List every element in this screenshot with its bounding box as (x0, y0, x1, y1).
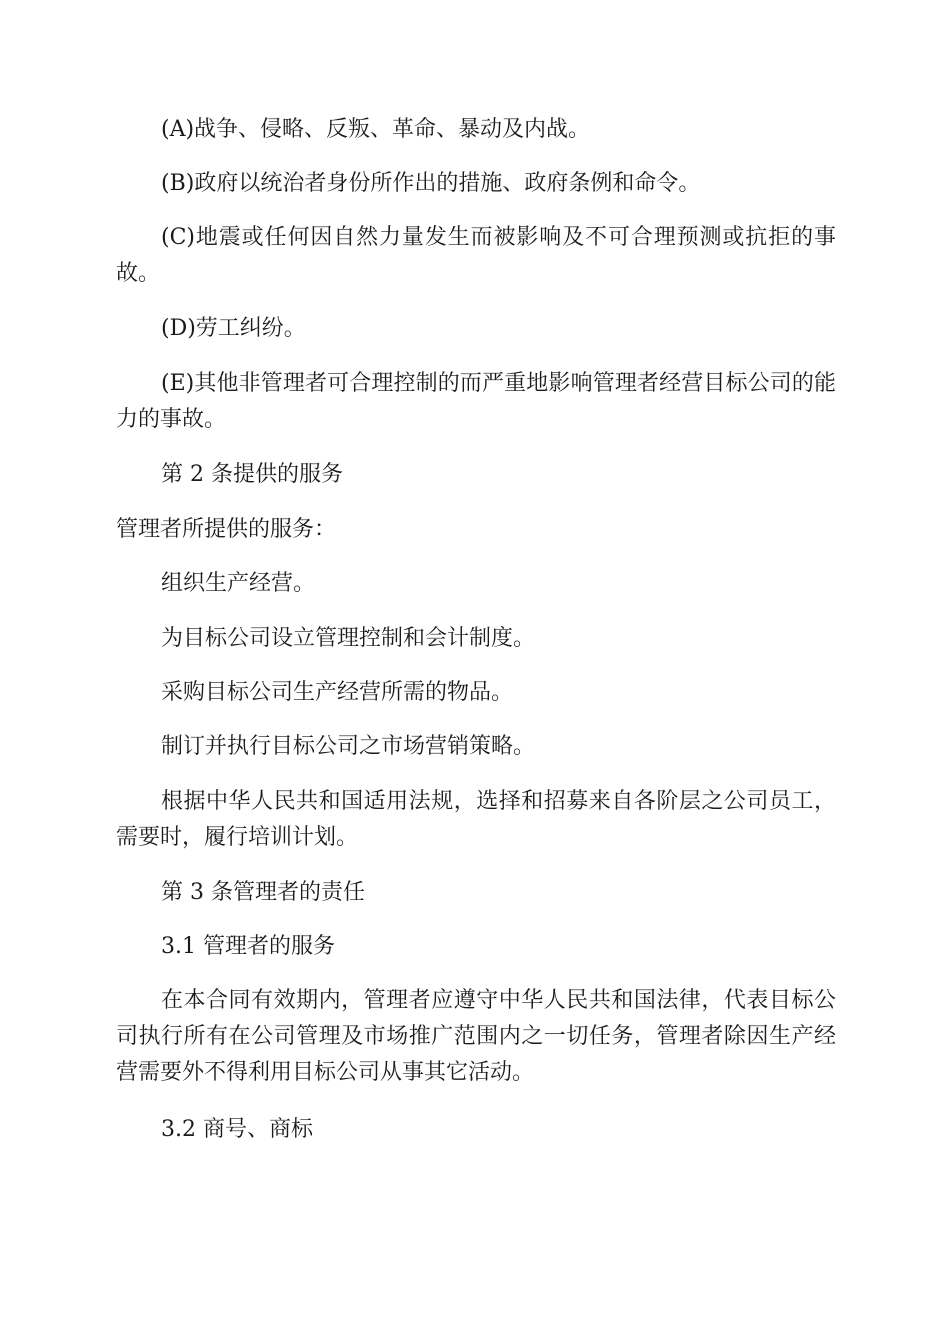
article-3-heading: 第 3 条管理者的责任 (161, 880, 365, 905)
section-3-1-heading: 3.1 管理者的服务 (161, 934, 335, 959)
service-item-3: 采购目标公司生产经营所需的物品。 (161, 680, 514, 705)
service-item-1: 组织生产经营。 (161, 571, 316, 596)
clause-b: (B)政府以统治者身份所作出的措施、政府条例和命令。 (161, 171, 701, 196)
clause-c: (C)地震或任何因自然力量发生而被影响及不可合理预测或抗拒的事故。 (116, 225, 836, 286)
service-item-5: 根据中华人民共和国适用法规，选择和招募来自各阶层之公司员工，需要时，履行培训计划。 (116, 789, 836, 850)
section-3-2-heading: 3.2 商号、商标 (161, 1117, 313, 1142)
clause-d: (D)劳工纠纷。 (161, 316, 306, 341)
service-item-2: 为目标公司设立管理控制和会计制度。 (161, 626, 536, 651)
section-3-1-body: 在本合同有效期内，管理者应遵守中华人民共和国法律，代表目标公司执行所有在公司管理及市场推广范围内之一切任务，管理者除因生产经营需要外不得利用目标公司从事其它活动。 (116, 988, 836, 1085)
clause-a: (A)战争、侵略、反叛、革命、暴动及内战。 (161, 117, 591, 142)
service-item-4: 制订并执行目标公司之市场营销策略。 (161, 734, 536, 759)
article-2-heading: 第 2 条提供的服务 (161, 462, 343, 487)
clause-e: (E)其他非管理者可合理控制的而严重地影响管理者经营目标公司的能力的事故。 (116, 371, 836, 432)
services-intro: 管理者所提供的服务： (116, 517, 337, 542)
